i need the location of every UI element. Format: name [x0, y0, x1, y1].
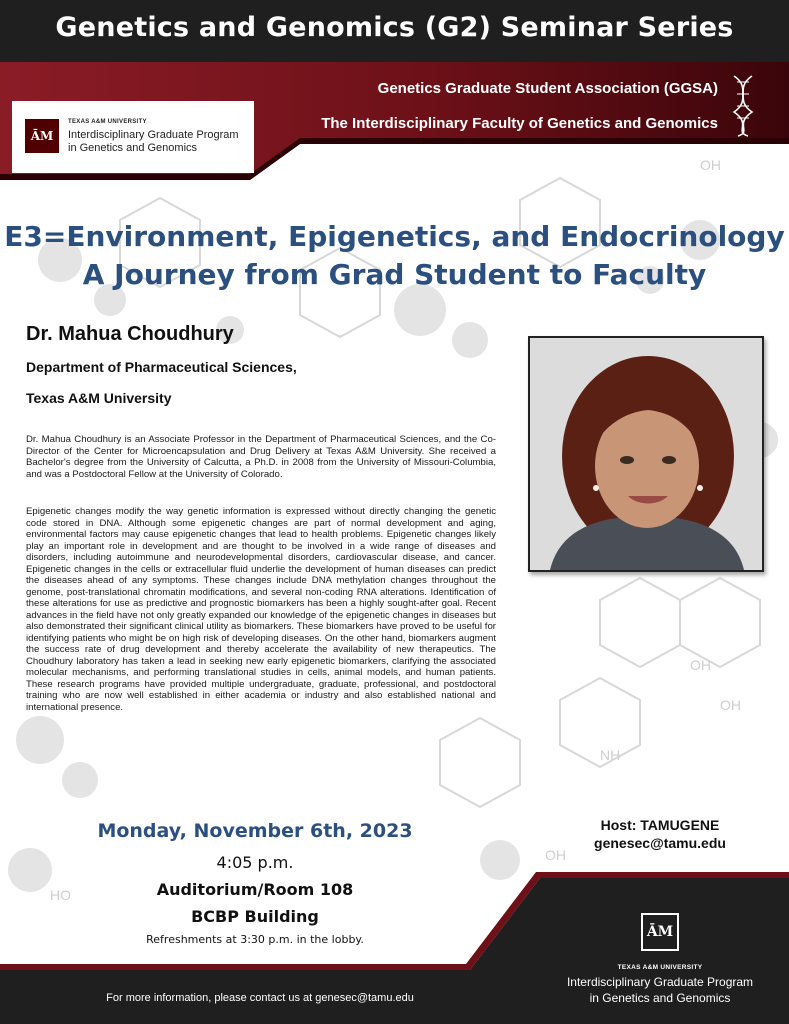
logo-program-line1: Interdisciplinary Graduate Program	[68, 129, 239, 141]
svg-text:OH: OH	[690, 657, 711, 673]
talk-title-line1: E3=Environment, Epigenetics, and Endocrinology	[4, 220, 785, 253]
footer-program-line2: in Genetics and Genomics	[589, 991, 731, 1005]
speaker-name: Dr. Mahua Choudhury	[26, 323, 234, 345]
speaker-photo	[528, 336, 764, 572]
svg-text:NH: NH	[600, 747, 621, 763]
atm-logo-icon: ĀM	[25, 119, 59, 153]
ggsa-heading: Genetics Graduate Student Association (GGSA)	[377, 80, 718, 97]
series-title: Genetics and Genomics (G2) Seminar Series	[55, 12, 734, 43]
footer-atm-logo-icon: ĀM	[641, 913, 679, 951]
top-header-bar	[0, 0, 789, 62]
speaker-portrait	[530, 338, 762, 570]
host-label: Host: TAMUGENE	[600, 817, 720, 833]
footer-contact: For more information, please contact us at genesec@tamu.edu	[106, 992, 414, 1004]
dna-helix-icon	[728, 72, 758, 136]
event-time: 4:05 p.m.	[216, 853, 294, 872]
talk-abstract: Epigenetic changes modify the way genetic information is expressed without directly changing the genetic code stored in DNA. Although some epigenetic changes are part of normal development and aging, environmental factors may cause epigenetic changes that lead to health problems. Epigenetic changes likely play an important role in development and are thought to be involved in a wide range of diseases and disorders, including autoimmune and neurodevelopmental disorders, cardiovascular disease, and cancer. Epigenetic changes in the cells or extracellular fluid underlie the development of human diseases can predict the diseases ahead of any symptoms. These changes include DNA methylation changes throughout the genome, post-translational chromatin modifications, and several non-coding RNA alterations. Identification of these alterations for use as predictive and prognostic biomarkers has been a highly sought-after goal. Recent advances in the field have not only greatly expanded our knowledge of the epigenetic changes in diseases but also demonstrated their significant clinical utility as biomarkers. These biomarkers have proved to be useful for identifying patients who might be on high risk of developing diseases. On the other hand, biomarkers augment the success rate of drug development and thereby accelerate the availability of new therapeutics. The Choudhury laboratory has taken a lead in seeking new early epigenetic biomarkers, clarifying the associated molecular mechanisms, and performing translational studies in cells, animal models, and human patients. These research programs have provided multiple undergraduate, graduate, professional, and postdoctoral training who are now well established in either academia or industry and also established national and international presence.	[26, 506, 496, 713]
talk-title-line2: A Journey from Grad Student to Faculty	[82, 258, 707, 291]
logo-university: TEXAS A&M UNIVERSITY	[68, 119, 147, 125]
speaker-bio: Dr. Mahua Choudhury is an Associate Professor in the Department of Pharmaceutical Sciences, and the Co-Director of the Center for Microencapsulation and Drug Delivery at Texas A&M University. She received a Bachelor's degree from the University of Calcutta, a Ph.D. in 2008 from the University of Missouri-Columbia, and was a Postdoctoral Fellow at the University of Colorado.	[26, 434, 496, 480]
program-logo	[12, 101, 254, 173]
event-date: Monday, November 6th, 2023	[97, 820, 413, 842]
faculty-heading: The Interdisciplinary Faculty of Genetics and Genomics	[321, 115, 718, 132]
refreshments-note: Refreshments at 3:30 p.m. in the lobby.	[146, 933, 364, 946]
footer-program-line1: Interdisciplinary Graduate Program	[566, 975, 754, 989]
host-email-link[interactable]: genesec@tamu.edu	[594, 835, 726, 851]
logo-program-line2: in Genetics and Genomics	[68, 142, 198, 154]
talk-title	[0, 218, 789, 294]
svg-text:HO: HO	[50, 887, 71, 903]
speaker-department: Department of Pharmaceutical Sciences,	[26, 359, 297, 375]
svg-text:OH: OH	[700, 157, 721, 173]
footer-university: TEXAS A&M UNIVERSITY	[617, 964, 703, 971]
svg-text:OH: OH	[545, 847, 566, 863]
svg-text:OH: OH	[720, 697, 741, 713]
speaker-university: Texas A&M University	[26, 390, 172, 406]
event-building: BCBP Building	[191, 907, 319, 926]
event-room: Auditorium/Room 108	[156, 880, 354, 899]
